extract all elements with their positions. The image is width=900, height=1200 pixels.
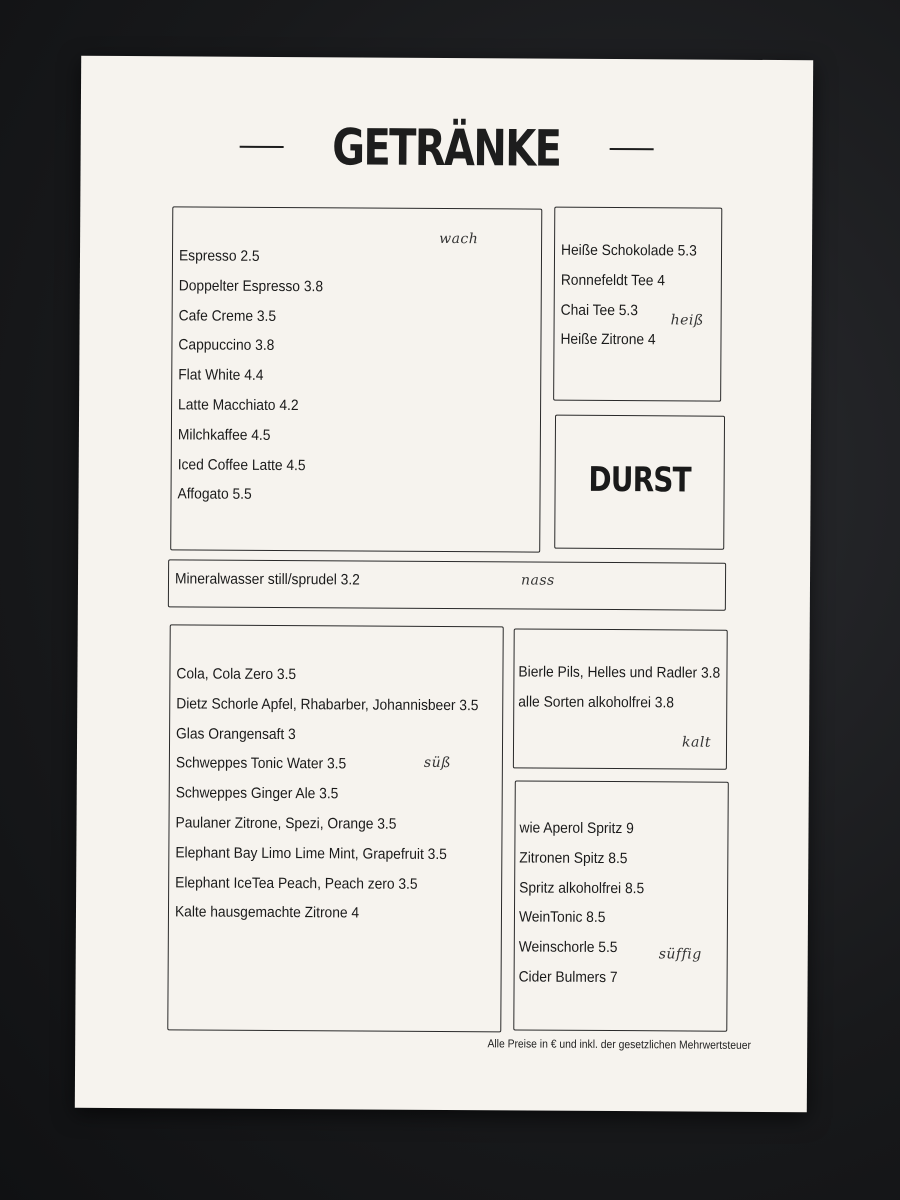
menu-item: Spritz alkoholfrei 8.5: [519, 879, 645, 897]
menu-item: Iced Coffee Latte 4.5: [177, 455, 306, 474]
menu-item: Mineralwasser still/sprudel 3.2: [174, 570, 360, 589]
coffee-list: [177, 241, 335, 510]
menu-item: alle Sorten alkoholfrei 3.8: [518, 693, 675, 712]
coffee-section: [170, 206, 542, 552]
menu-item: Cider Bulmers 7: [518, 968, 618, 987]
menu-item: Schweppes Tonic Water 3.5: [175, 754, 347, 773]
menu-item: Milchkaffee 4.5: [177, 426, 271, 444]
menu-item: Heiße Zitrone 4: [560, 331, 656, 349]
menu-item: Schweppes Ginger Ale 3.5: [175, 784, 339, 803]
menu-title: GETRÄNKE: [332, 118, 561, 178]
title-rule-left: [240, 146, 284, 148]
menu-item: Dietz Schorle Apfel, Rhabarber, Johannisbeer 3.5: [176, 695, 479, 715]
price-footnote: Alle Preise in € und inkl. der gesetzlichen Mehrwertsteuer: [487, 1038, 752, 1052]
water-section: [168, 559, 726, 610]
hot-drinks-list: [560, 236, 708, 356]
menu-item: Affogato 5.5: [177, 485, 252, 504]
spritz-section: [513, 780, 729, 1031]
beer-section: [513, 628, 728, 769]
beer-list: [518, 657, 738, 718]
handwritten-note: nass: [520, 572, 555, 589]
handwritten-note: süffig: [658, 946, 702, 963]
menu-item: Elephant IceTea Peach, Peach zero 3.5: [175, 873, 418, 893]
menu-header: [80, 111, 812, 185]
menu-item: Doppelter Espresso 3.8: [178, 277, 324, 296]
menu-item: Cafe Creme 3.5: [178, 306, 277, 325]
durst-box: [554, 415, 725, 550]
menu-item: Elephant Bay Limo Lime Mint, Grapefruit 3.5: [175, 844, 447, 863]
soft-drinks-list: [175, 659, 505, 929]
hot-drinks-section: [553, 207, 722, 402]
menu-item: Glas Orangensaft 3: [176, 724, 296, 743]
menu-item: Heiße Schokolade 5.3: [560, 241, 697, 260]
handwritten-note: süß: [423, 754, 452, 772]
handwritten-note: kalt: [681, 734, 712, 751]
menu-item: WeinTonic 8.5: [518, 908, 606, 927]
menu-item: Cappuccino 3.8: [178, 336, 275, 355]
menu-card: [75, 56, 813, 1112]
menu-item: Paulaner Zitrone, Spezi, Orange 3.5: [175, 814, 397, 833]
menu-item: Cola, Cola Zero 3.5: [176, 665, 297, 684]
spritz-list: [519, 813, 656, 993]
menu-item: Weinschorle 5.5: [518, 938, 618, 957]
menu-item: Kalte hausgemachte Zitrone 4: [174, 903, 360, 922]
menu-item: Espresso 2.5: [178, 247, 260, 265]
soft-drinks-section: [167, 624, 503, 1032]
menu-item: Latte Macchiato 4.2: [178, 396, 299, 415]
title-rule-right: [609, 148, 653, 150]
menu-item: Flat White 4.4: [178, 366, 264, 385]
menu-item: Zitronen Spitz 8.5: [519, 849, 628, 867]
menu-item: Ronnefeldt Tee 4: [560, 271, 666, 290]
durst-label: DURST: [588, 459, 691, 501]
menu-item: wie Aperol Spritz 9: [519, 819, 634, 838]
water-list: [175, 564, 376, 595]
menu-item: Bierle Pils, Helles und Radler 3.8: [518, 663, 721, 682]
handwritten-note: heiß: [670, 312, 704, 329]
menu-item: Chai Tee 5.3: [560, 301, 638, 319]
handwritten-note: wach: [439, 230, 479, 248]
